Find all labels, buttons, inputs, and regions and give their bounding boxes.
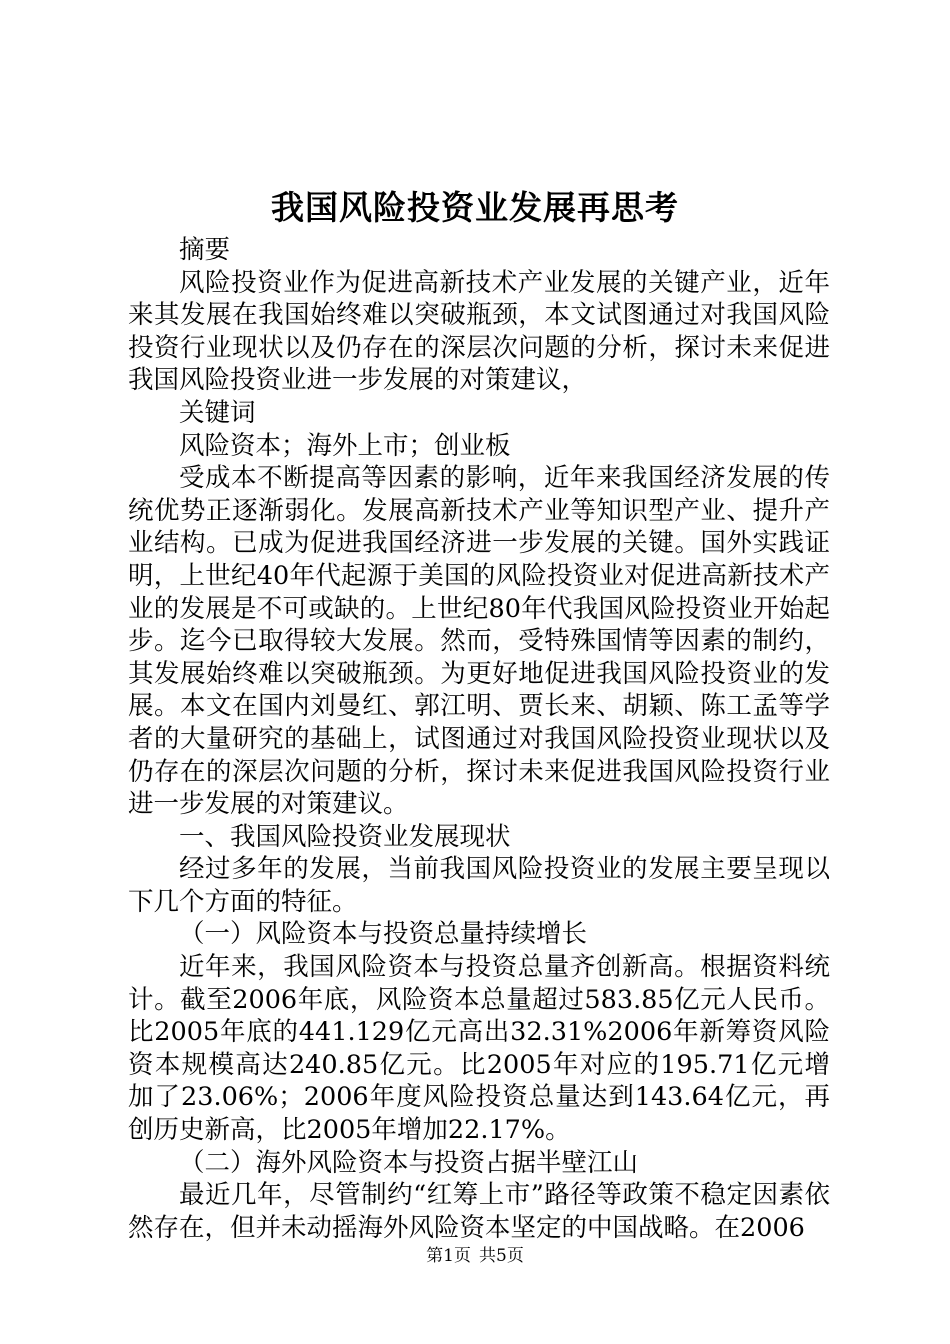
subsection-heading-1: （一）风险资本与投资总量持续增长	[179, 919, 588, 950]
abstract-text: 风险投资业作为促进高新技术产业发展的关键产业，近年来其发展在我国始终难以突破瓶颈，本文试图通过对我国风险投资行业现状以及仍存在的深层次问题的分析，探讨未来促进我国风险投资业进一步发展的对策建议，	[128, 267, 830, 396]
subsection-heading-2: （二）海外风险资本与投资占据半壁江山	[179, 1147, 639, 1178]
page-number: 第1页	[426, 1246, 471, 1266]
section-heading-1: 一、我国风险投资业发展现状	[179, 821, 511, 852]
abstract-heading: 摘要	[179, 235, 231, 265]
document-body	[128, 234, 830, 1244]
document-title: 我国风险投资业发展再思考	[271, 188, 679, 227]
subsection-2-text: 最近几年，尽管制约“红筹上市”路径等政策不稳定因素依然存在，但并未动摇海外风险资本坚定的中国战略。在2006	[128, 1180, 830, 1243]
intro-paragraph: 受成本不断提高等因素的影响，近年来我国经济发展的传统优势正逐渐弱化。发展高新技术产业等知识型产业、提升产业结构。已成为促进我国经济进一步发展的关键。国外实践证明，上世纪40年代起源于美国的风险投资业对促进高新技术产业的发展是不可或缺的。上世纪80年代我国风险投资业开始起步。迄今已取得较大发展。然而，受特殊国情等因素的制约，其发展始终难以突破瓶颈。为更好地促进我国风险投资业的发展。本文在国内刘曼红、郭江明、贾长来、胡颖、陈工孟等学者的大量研究的基础上，试图通过对我国风险投资业现状以及仍存在的深层次问题的分析，探讨未来促进我国风险投资行业进一步发展的对策建议。	[128, 463, 830, 820]
keywords-heading: 关键词	[179, 397, 256, 428]
page-total: 共5页	[479, 1246, 524, 1266]
subsection-1-text: 近年来，我国风险资本与投资总量齐创新高。根据资料统计。截至2006年底，风险资本总量超过583.85亿元人民币。比2005年底的441.129亿元高出32.31%2006年新筹资风险资本规模高达240.85亿元。比2005年对应的195.71亿元增加了23.06%；2006年度风险投资总量达到143.64亿元，再创历史新高，比2005年增加22.17%。	[128, 952, 830, 1146]
page-footer	[0, 1245, 950, 1267]
keywords-text: 风险资本；海外上市；创业板	[179, 430, 511, 461]
section-1-intro: 经过多年的发展，当前我国风险投资业的发展主要呈现以下几个方面的特征。	[128, 854, 830, 917]
